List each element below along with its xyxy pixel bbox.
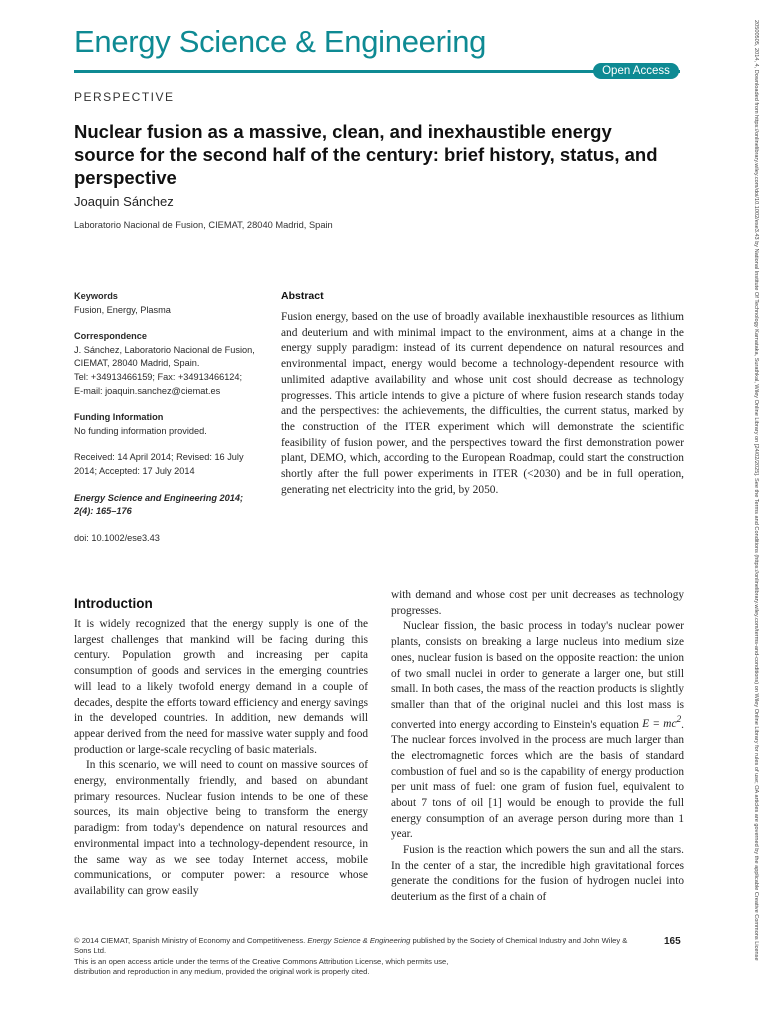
dates-line: 2014; Accepted: 17 July 2014: [74, 465, 195, 476]
doi-block: [74, 532, 262, 546]
funding-block: [74, 411, 262, 438]
body-paragraph: In this scenario, we will need to count on massive sources of energy, environmentally friendly, and based on abundant primary resources. Nuclear fusion intends to be one of these sources, its main objective being to transform the energy paradigm: from today's dependence on natural resources and environmental impact into a technology-dependent resource, in the same way as we see today Internet access, mobile communications, or computer power: a resource whose availability can grow easily: [74, 759, 368, 897]
dates-line: Received: 14 April 2014; Revised: 16 July: [74, 452, 244, 463]
equation-exponent: 2: [676, 715, 682, 726]
copyright-prefix: © 2014 CIEMAT, Spanish Ministry of Economy and Competitiveness.: [74, 936, 308, 945]
license-line: distribution and reproduction in any medium, provided the original work is properly cited.: [74, 967, 370, 977]
copyright-journal: Energy Science & Engineering: [307, 936, 411, 945]
keywords-list: Fusion, Energy, Plasma: [74, 304, 171, 315]
citation-line: 2(4): 165–176: [74, 506, 132, 517]
keywords-block: [74, 290, 262, 317]
correspondence-line: Tel: +34913466159; Fax: +34913466124;: [74, 371, 243, 382]
body-paragraph: [391, 619, 684, 843]
body-column-left: [74, 594, 368, 900]
citation-line: Energy Science and Engineering 2014;: [74, 492, 244, 503]
section-label: PERSPECTIVE: [74, 90, 175, 104]
body-column-right: [391, 588, 684, 906]
license-line: This is an open access article under the terms of the Creative Commons Attribution License, which permits use,: [74, 956, 449, 966]
abstract-heading: Abstract: [281, 290, 324, 302]
footer-copyright: [74, 936, 634, 978]
citation-block: [74, 492, 262, 519]
abstract-text: Fusion energy, based on the use of broadly available inexhaustible resources as lithium and deuterium and with minimal impact to the environment, aims at a change in the energy supply paradigm: instead of its current dependence on natural resources and environmental impact, energy would become a technology-dependent resource with unlimited adaptive availability and whose unit cost should decrease as technology progresses. This article intends to give a picture of where fusion research stands today and the perspectives: the achievements, the difficulties, the current status, marked by the construction of the ITER experiment which will demonstrate the scientific feasibility of fusion power, and the perspectives toward the first demonstration power plant, DEMO, which, according to the European Roadmap, could start the construction shortly after the full power experiments in ITER (<2030) and be in full operation, generating net electricity into the grid, by 2050.: [281, 311, 684, 496]
paragraph-text: Nuclear fission, the basic process in today's nuclear power plants, consists on breaking a large nucleus into medium size ones, nuclear fusion is based on the opposite reaction: the union of two small nuclei in order to generate a larger one, but still small. In both cases, the mass of the reaction products is slightly smaller than that of the original nuclei and this lost mass is converted into energy according to Einstein's equation: [391, 620, 684, 731]
open-access-badge: Open Access: [593, 63, 679, 79]
article-info-sidebar: [74, 290, 262, 558]
correspondence-heading: Correspondence: [74, 331, 148, 342]
copyright-suffix: published by the Society of Chemical Industry and John Wiley & Sons Ltd.: [74, 936, 628, 956]
doi-link[interactable]: doi: 10.1002/ese3.43: [74, 532, 160, 543]
body-paragraph: It is widely recognized that the energy supply is one of the largest challenges that mankind will be facing during this century. Population growth and increasing per capita consumption of goods and services in the emerging countries will lead to a likely twofold energy demand in a couple of decades, despite the efforts toward efficiency and energy savings in the developed countries. In addition, new demands will appear derived from the need for massive water supply and food production or large-scale recycling of basic materials.: [74, 618, 368, 756]
author-name: Joaquin Sánchez: [74, 194, 174, 209]
keywords-heading: Keywords: [74, 291, 118, 301]
article-title: Nuclear fusion as a massive, clean, and inexhaustible energy source for the second half of the century: brief history, status, and perspective: [74, 121, 658, 188]
journal-title: Energy Science & Engineering: [74, 24, 487, 59]
header-rule: [74, 70, 680, 73]
paragraph-text: . The nuclear forces involved in the process are much larger than the electromagnetic forces which are the basis of standard combustion of fuel and so is the capability of energy production per unit mass of fuel: one gram of fusion fuel, equivalent to about 7 tons of oil [1] would be enough to provide the full energy consumption of an average person during more than 1 year.: [391, 718, 684, 841]
body-paragraph: Fusion is the reaction which powers the sun and all the stars. In the center of a star, the incredible high gravitational forces generate the conditions for the fusion of hydrogen nuclei into deuterium as the first of a chain of: [391, 844, 684, 904]
correspondence-line: CIEMAT, 28040 Madrid, Spain.: [74, 358, 200, 369]
introduction-heading: Introduction: [74, 596, 153, 611]
body-paragraph: with demand and whose cost per unit decreases as technology progresses.: [391, 589, 684, 617]
dates-block: [74, 451, 262, 478]
equation-base: E = mc: [642, 718, 677, 731]
equation: [642, 715, 682, 731]
margin-download-note: [752, 20, 764, 1005]
correspondence-block: [74, 330, 262, 398]
funding-heading: Funding Information: [74, 412, 164, 423]
correspondence-line: J. Sánchez, Laboratorio Nacional de Fusion,: [74, 344, 255, 355]
funding-text: No funding information provided.: [74, 425, 207, 436]
author-affiliation: Laboratorio Nacional de Fusion, CIEMAT, 28040 Madrid, Spain: [74, 220, 333, 230]
page-number: 165: [664, 936, 681, 947]
margin-note-text: 20500505, 2014, 4, Downloaded from https://onlinelibrary.wiley.com/doi/10.1002/ese3.43 by National Institute Of Technology Karnataka, Surathkal, Wiley Online Library on [24/02/2025]. See the Terms and Conditions (https://onlinelibrary.wiley.com/terms-and-conditions) on Wiley Online Library for rules of use; OA articles are governed by the applicable Creative Commons License: [753, 20, 759, 961]
copyright-line: [74, 936, 634, 957]
correspondence-email[interactable]: E-mail: joaquin.sanchez@ciemat.es: [74, 385, 221, 396]
